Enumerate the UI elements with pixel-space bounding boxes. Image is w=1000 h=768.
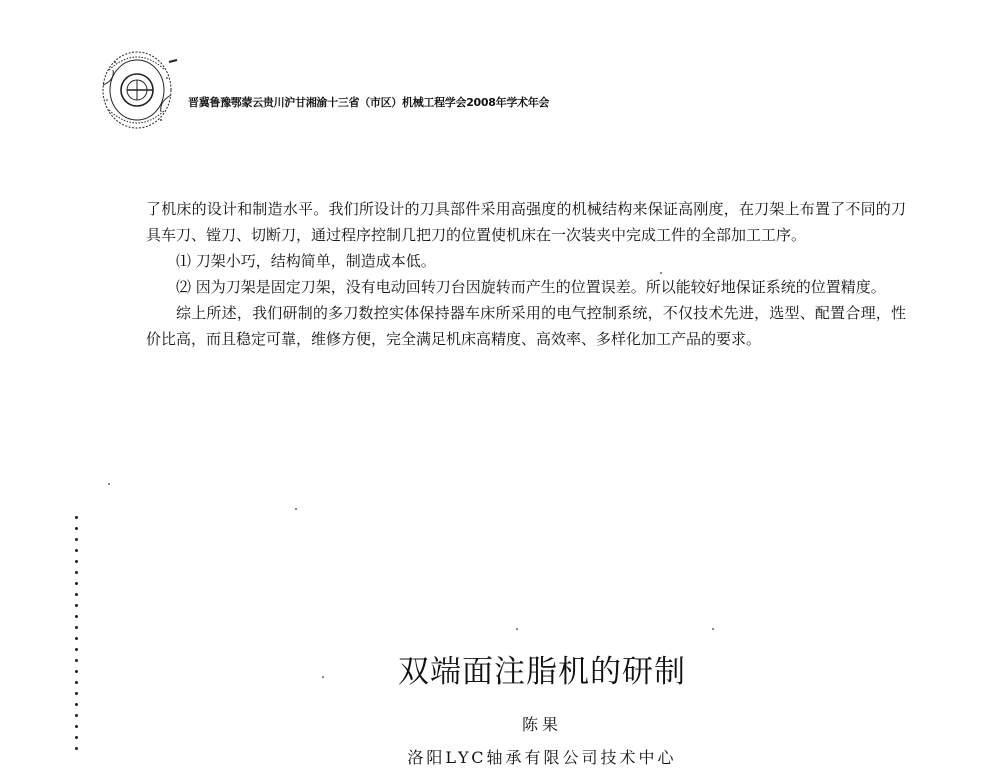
- scan-speck: [108, 483, 110, 485]
- paragraph-4: 综上所述，我们研制的多刀数控实体保持器车床所采用的电气控制系统，不仅技术先进，选型、配置合理，性价比高，而且稳定可靠，维修方便，完全满足机床高精度、高效率、多样化加工产品的要求。: [146, 304, 906, 348]
- article-affiliation: 洛阳LYC轴承有限公司技术中心: [407, 748, 677, 767]
- scan-speck: [712, 628, 714, 630]
- article-title: 双端面注脂机的研制: [398, 654, 686, 690]
- scan-speck: [516, 628, 518, 630]
- article-author: 陈果: [521, 715, 562, 734]
- paragraph-1: 了机床的设计和制造水平。我们所设计的刀具部件采用高强度的机械结构来保证高刚度，在刀架上布置了不同的刀具车刀、镗刀、切断刀，通过程序控制几把刀的位置使机床在一次装夹中完成工件的全部加工工序。: [146, 200, 906, 244]
- conference-header: 晋冀鲁豫鄂蒙云贵川沪甘湘渝十三省（市区）机械工程学会2008年学术年会: [188, 96, 550, 109]
- paragraph-2: ⑴ 刀架小巧，结构简单，制造成本低。: [176, 252, 436, 270]
- society-emblem-icon: [95, 40, 191, 140]
- scan-speck: [660, 272, 662, 274]
- scan-speck: [295, 508, 297, 510]
- paragraph-3: ⑵ 因为刀架是固定刀架，没有电动回转刀台因旋转而产生的位置误差。所以能较好地保证系统的位置精度。: [176, 278, 886, 296]
- body-text: [146, 196, 906, 352]
